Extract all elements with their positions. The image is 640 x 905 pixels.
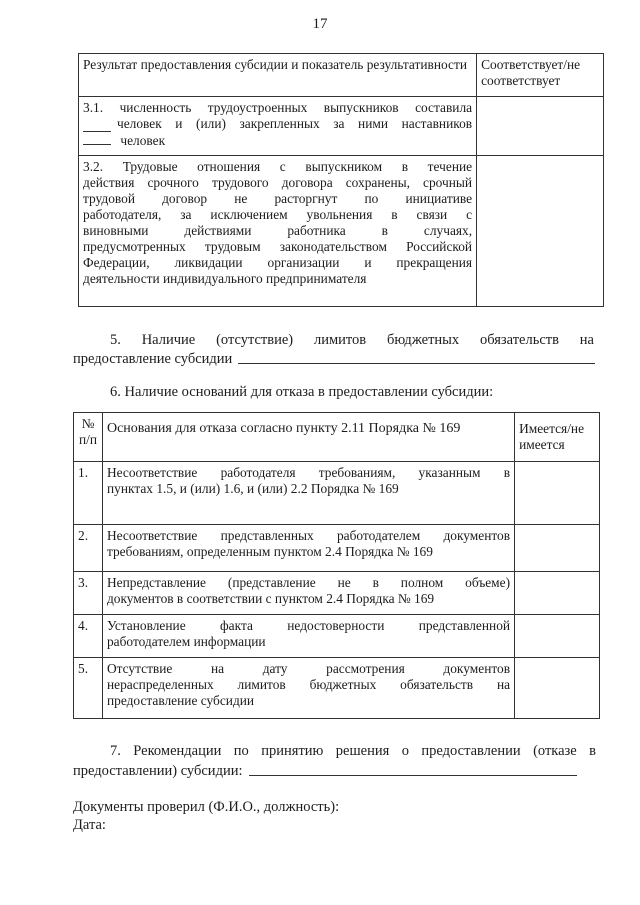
row-line: Несоответствие представленных работодателем документов <box>106 528 511 543</box>
row-3-2-line: предусмотренных трудовым законодательством Российской <box>83 239 473 254</box>
table-row <box>79 156 604 307</box>
table-row <box>74 658 600 719</box>
row-num: 3. <box>74 572 103 615</box>
row-line: Отсутствие на дату рассмотрения документов <box>106 661 511 676</box>
row-line: требованиям, определенным пунктом 2.4 Порядка № 169 <box>106 544 433 559</box>
section-5-line1: 5. Наличие (отсутствие) лимитов бюджетных обязательств на <box>110 332 594 348</box>
row-status <box>515 572 600 615</box>
row-3-2-compliance-cell <box>477 156 604 307</box>
row-3-2-cell <box>79 156 477 307</box>
header-status-cell: Имеется/не имеется <box>515 413 600 462</box>
row-basis <box>102 462 514 525</box>
row-3-1-line3 <box>83 132 472 149</box>
row-3-1-compliance-cell <box>477 97 604 156</box>
row-line: предоставление субсидии <box>106 693 255 708</box>
row-3-2-line: виновными действиями работника в случаях, <box>83 223 473 238</box>
row-3-1-text-c: человек <box>120 133 166 148</box>
recommendation-blank <box>249 761 578 776</box>
row-3-2-line: работодателя, за исключением увольнения в связи с <box>83 207 473 222</box>
blank-line <box>83 132 111 145</box>
header-compliance-cell: Соответствует/не соответствует <box>477 54 604 97</box>
row-basis <box>102 615 514 658</box>
header-basis-cell: Основания для отказа согласно пункту 2.11 Порядка № 169 <box>102 413 514 462</box>
row-3-2-line: деятельности индивидуального предпринимателя <box>83 271 367 286</box>
row-3-2-line: 3.2. Трудовые отношения с выпускником в течение <box>83 159 473 174</box>
row-num: 4. <box>74 615 103 658</box>
row-line: работодателем информации <box>106 634 266 649</box>
row-num: 1. <box>74 462 103 525</box>
row-num: 2. <box>74 525 103 572</box>
blank-line <box>83 119 111 132</box>
row-status <box>515 658 600 719</box>
section-7-label: предоставлении) субсидии: <box>73 763 243 779</box>
section-5-label: предоставление субсидии <box>73 351 233 367</box>
row-line: нераспределенных лимитов бюджетных обязательств на <box>106 677 511 692</box>
row-3-2-line: действия срочного трудового договора сохранены, срочный <box>83 175 473 190</box>
date-label: Дата: <box>73 817 106 833</box>
row-line: пунктах 1.5, и (или) 1.6, и (или) 2.2 Порядка № 169 <box>106 481 399 496</box>
row-status <box>515 615 600 658</box>
table-header-row <box>74 413 600 462</box>
refusal-grounds-table <box>73 412 600 719</box>
section-5-line2 <box>73 349 595 369</box>
row-basis <box>102 658 514 719</box>
section-6-heading: 6. Наличие оснований для отказа в предоставлении субсидии: <box>110 384 494 400</box>
table-row <box>74 572 600 615</box>
table-header-row <box>79 54 604 97</box>
row-3-1-line1: 3.1. численность трудоустроенных выпускников составила <box>83 100 473 115</box>
page-number: 17 <box>312 16 328 32</box>
row-status <box>515 525 600 572</box>
row-3-1-text-b: человек и (или) закрепленных за ними наставников <box>117 116 473 131</box>
row-num: 5. <box>74 658 103 719</box>
row-3-2-line: Федерации, ликвидации организации и прекращения <box>83 255 473 270</box>
table-row <box>74 615 600 658</box>
row-3-2-line: трудовой договор не расторгнут по инициативе <box>83 191 473 206</box>
table-row <box>74 462 600 525</box>
row-basis <box>102 572 514 615</box>
row-line: документов в соответствии с пунктом 2.4 Порядка № 169 <box>106 591 435 606</box>
header-num-cell: № п/п <box>74 413 103 462</box>
section-7-line1: 7. Рекомендации по принятию решения о предоставлении (отказе в <box>110 743 596 759</box>
table-row <box>79 97 604 156</box>
row-basis <box>102 525 514 572</box>
header-result-cell: Результат предоставления субсидии и показатель результативности <box>79 54 477 97</box>
section-7-line2 <box>73 761 577 781</box>
subsidy-limits-blank <box>238 349 595 364</box>
row-status <box>515 462 600 525</box>
row-line: Несоответствие работодателя требованиям, указанным в <box>106 465 511 480</box>
row-line: Непредставление (представление не в полном объеме) <box>106 575 511 590</box>
results-table <box>78 53 604 307</box>
row-3-1-cell <box>79 97 477 156</box>
table-row <box>74 525 600 572</box>
row-line: Установление факта недостоверности представленной <box>106 618 511 633</box>
checked-by-label: Документы проверил (Ф.И.О., должность): <box>73 799 340 815</box>
row-3-1-line2 <box>83 116 472 132</box>
